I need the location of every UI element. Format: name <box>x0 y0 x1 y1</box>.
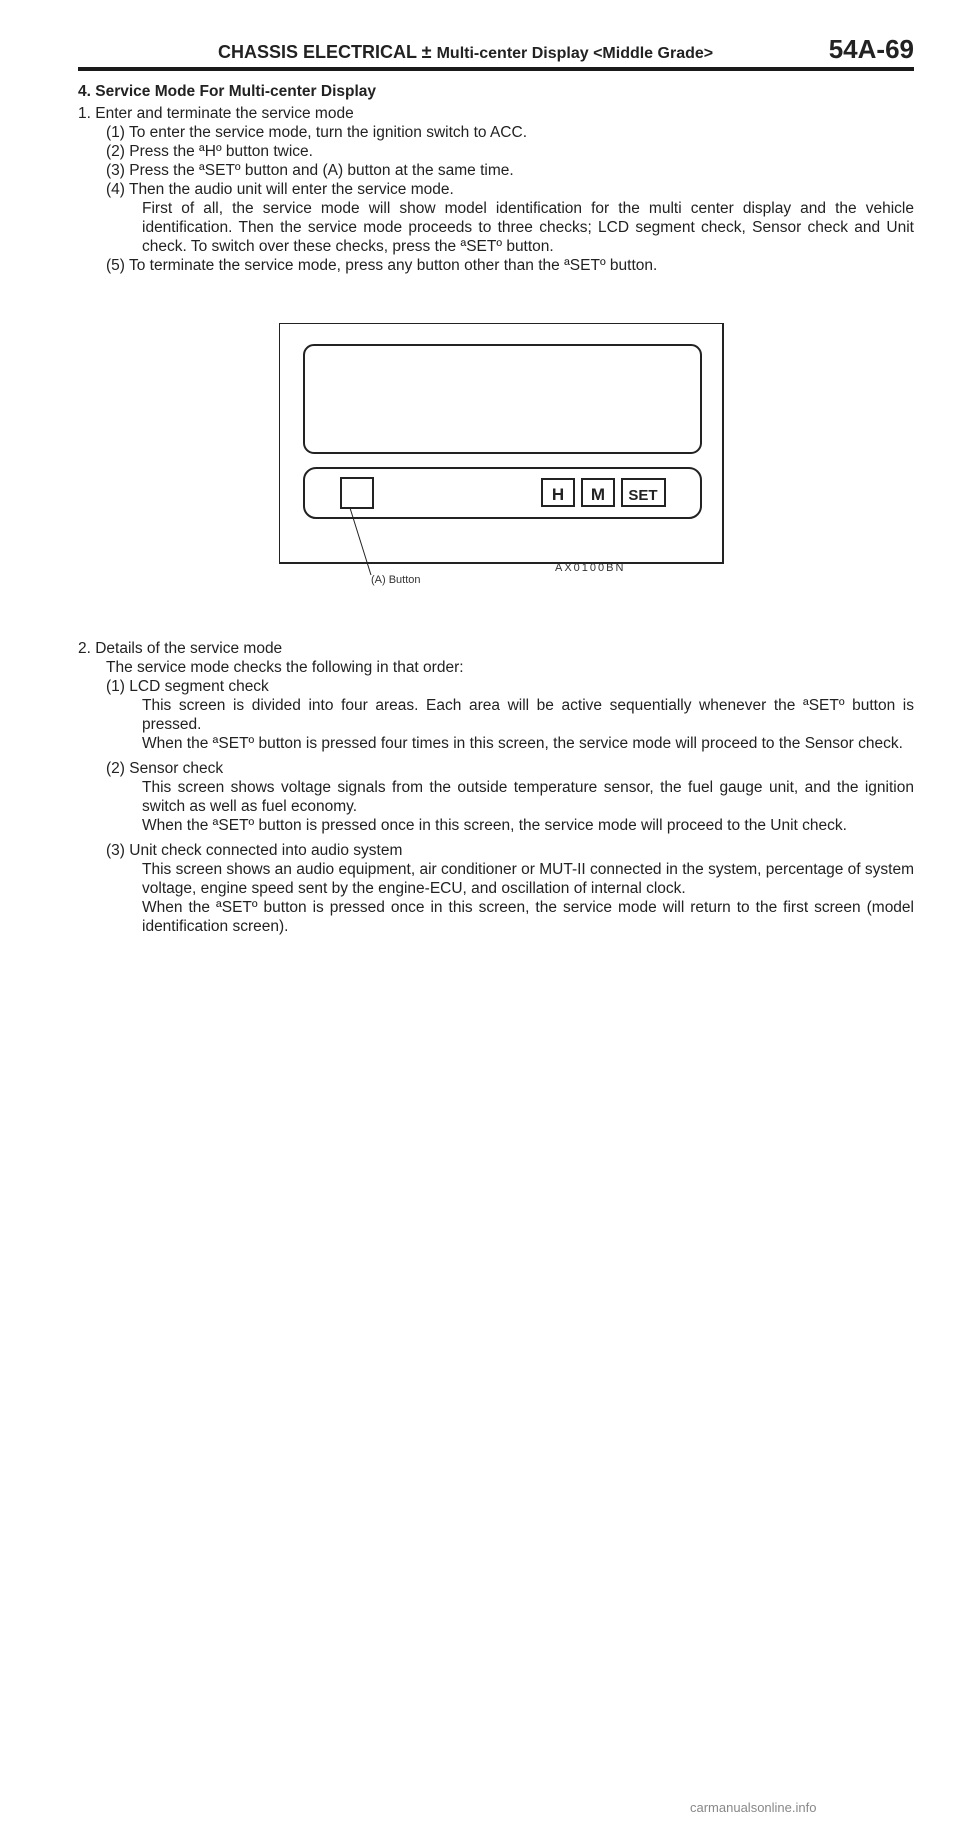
unit-check-para-2: When the ªSETº button is pressed once in this screen, the service mode will return to the first screen (model identification screen). <box>142 899 914 935</box>
lcd-check-title: (1) LCD segment check <box>106 678 269 695</box>
page-number: 54A-69 <box>828 34 914 64</box>
step1-item-2: (2) Press the ªHº button twice. <box>106 143 313 160</box>
step1-title: 1. Enter and terminate the service mode <box>78 105 354 122</box>
unit-outer-frame <box>279 323 723 563</box>
step1-item-1: (1) To enter the service mode, turn the ignition switch to ACC. <box>106 124 527 141</box>
step2-title: 2. Details of the service mode <box>78 640 283 657</box>
h-button-label: H <box>551 485 565 504</box>
header-title-sub: Multi-center Display <Middle Grade> <box>436 45 714 62</box>
set-button-label: SET <box>628 487 658 504</box>
step1-item-3: (3) Press the ªSETº button and (A) button at the same time. <box>106 162 514 179</box>
a-button <box>341 478 373 508</box>
section-part1 <box>78 82 914 275</box>
m-button-label: M <box>590 485 606 504</box>
display-unit-figure <box>279 323 779 593</box>
header-title <box>218 42 713 63</box>
step2-intro: The service mode checks the following in that order: <box>106 659 464 676</box>
page-header <box>78 32 914 72</box>
lcd-check-para-1: This screen is divided into four areas. Each area will be active sequentially whenever the ªSETº button is pressed. <box>142 697 914 733</box>
figure-callout-label: (A) Button <box>371 574 421 586</box>
step1-item-4-detail: First of all, the service mode will show model identification for the multi center display and the vehicle identification. Then the service mode proceeds to three checks; LCD segment check, Sensor check and Unit check. To switch over these checks, press the ªSETº button. <box>142 200 914 255</box>
figure-code: AX0100BN <box>555 562 626 574</box>
step1-item-4: (4) Then the audio unit will enter the service mode. <box>106 181 454 198</box>
lcd-screen <box>304 345 701 453</box>
sensor-check-para-2: When the ªSETº button is pressed once in this screen, the service mode will proceed to the Unit check. <box>142 817 847 834</box>
unit-check-title: (3) Unit check connected into audio system <box>106 842 403 859</box>
footer-watermark[interactable]: carmanualsonline.info <box>690 1800 817 1815</box>
unit-check-para-1: This screen shows an audio equipment, air conditioner or MUT-II connected in the system, percentage of system voltage, engine speed sent by the engine-ECU, and oscillation of internal clock. <box>142 861 914 897</box>
header-title-main: CHASSIS ELECTRICAL ± <box>218 42 432 62</box>
lcd-check-para-2: When the ªSETº button is pressed four times in this screen, the service mode will proceed to the Sensor check. <box>142 735 903 752</box>
step1-item-5: (5) To terminate the service mode, press any button other than the ªSETº button. <box>106 257 658 274</box>
section-heading: 4. Service Mode For Multi-center Display <box>78 83 377 100</box>
sensor-check-para-1: This screen shows voltage signals from the outside temperature sensor, the fuel gauge unit, and the ignition switch as well as fuel economy. <box>142 779 914 815</box>
header-rule <box>78 67 914 71</box>
section-part2 <box>78 639 914 936</box>
sensor-check-title: (2) Sensor check <box>106 760 224 777</box>
